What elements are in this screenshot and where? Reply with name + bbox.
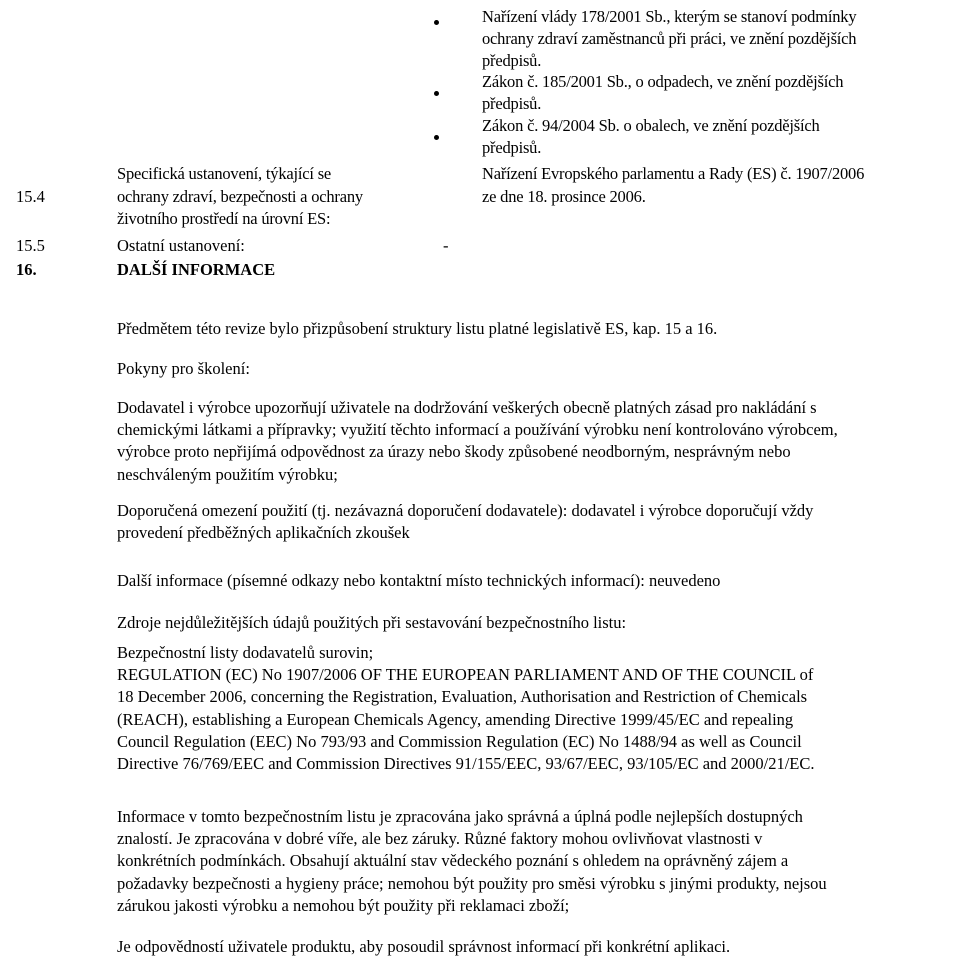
section-label: Ostatní ustanovení:: [117, 236, 245, 255]
paragraph-line: Bezpečnostní listy dodavatelů surovin;: [117, 643, 374, 662]
paragraph-line: Directive 76/769/EEC and Commission Directives 91/155/EEC, 93/67/EEC, 93/105/EC and 2000/21/EC.: [117, 754, 815, 774]
paragraph-line: konkrétních podmínkách. Obsahují aktuální stav vědeckého poznání s ohledem na oprávněný zájem a: [117, 851, 789, 871]
revision-note: [117, 318, 943, 340]
section-label-line: Specifická ustanovení, týkající se: [117, 164, 332, 183]
section-value: -: [443, 236, 449, 255]
paragraph-line: neschváleným použitím výrobku;: [117, 464, 338, 484]
training-heading: [117, 358, 943, 380]
list-item-line: ochrany zdraví zaměstnanců při práci, ve znění pozdějších: [482, 29, 857, 48]
disclaimer-paragraph: [117, 806, 943, 917]
paragraph-line: provedení předběžných aplikačních zkoušek: [117, 523, 410, 543]
list-item-line: Zákon č. 185/2001 Sb., o odpadech, ve znění pozdějších: [482, 72, 844, 91]
section-value-line: Nařízení Evropského parlamentu a Rady (ES) č. 1907/2006: [482, 164, 865, 183]
section-title: DALŠÍ INFORMACE: [117, 260, 276, 279]
bullet-icon: [434, 20, 439, 25]
paragraph-line: Další informace (písemné odkazy nebo kontaktní místo technických informací): neuvedeno: [117, 571, 721, 590]
paragraph-line: chemickými látkami a přípravky; využití těchto informací a používání výrobku není kontrolováno výrobcem,: [117, 420, 838, 440]
paragraph-line: Je odpovědností uživatele produktu, aby posoudil správnost informací při konkrétní aplikaci.: [117, 937, 731, 956]
paragraph-line: znalostí. Je zpracována v dobré víře, ale bez záruky. Různé faktory mohou ovlivňovat vlastnosti v: [117, 829, 763, 849]
paragraph-line: požadavky bezpečnosti a hygieny práce; nemohou být použity pro směsi výrobku s jinými produkty, nejsou: [117, 873, 827, 893]
responsibility-note: [117, 936, 943, 958]
bullet-icon: [434, 91, 439, 96]
section-label-line: životního prostředí na úrovní ES:: [117, 209, 331, 228]
bullet-icon: [434, 135, 439, 140]
paragraph-line: (REACH), establishing a European Chemicals Agency, amending Directive 1999/45/EC and repealing: [117, 709, 794, 729]
paragraph-line: Dodavatel i výrobce upozorňují uživatele na dodržování veškerých obecně platných zásad pro nakládání s: [117, 398, 817, 417]
paragraph-line: Zdroje nejdůležitějších údajů použitých při sestavování bezpečnostního listu:: [117, 613, 627, 632]
paragraph-line: Pokyny pro školení:: [117, 359, 250, 378]
section-label-line: ochrany zdraví, bezpečnosti a ochrany: [117, 187, 363, 206]
list-item-line: Nařízení vlády 178/2001 Sb., kterým se stanoví podmínky: [482, 7, 857, 26]
paragraph-line: Council Regulation (EEC) No 793/93 and Commission Regulation (EC) No 1488/94 as well as Council: [117, 731, 802, 751]
list-item-line: předpisů.: [482, 138, 542, 157]
section-number: 15.4: [16, 187, 45, 206]
paragraph-line: 18 December 2006, concerning the Registration, Evaluation, Authorisation and Restriction of Chemicals: [117, 687, 808, 707]
section-number: 15.5: [16, 236, 45, 255]
paragraph-line: Doporučená omezení použití (tj. nezávazná doporučení dodavatele): dodavatel i výrobce doporučují vždy: [117, 501, 814, 520]
paragraph-line: Informace v tomto bezpečnostním listu je zpracována jako správná a úplná podle nejlepších dostupných: [117, 807, 803, 826]
section-value-line: ze dne 18. prosince 2006.: [482, 187, 646, 206]
paragraph-line: zárukou jakosti výrobku a nemohou být použity při reklamaci zboží;: [117, 895, 570, 915]
paragraph-line: výrobce proto nepřijímá odpovědnost za úrazy nebo škody způsobené neodborným, nesprávným nebo: [117, 442, 791, 462]
sources-heading: [117, 612, 943, 634]
paragraph-line: Předmětem této revize bylo přizpůsobení struktury listu platné legislativě ES, kap. 15 a 16.: [117, 319, 718, 338]
paragraph-line: REGULATION (EC) No 1907/2006 OF THE EUROPEAN PARLIAMENT AND OF THE COUNCIL of: [117, 665, 814, 685]
recommended-use-paragraph: [117, 500, 943, 544]
list-item-line: předpisů.: [482, 51, 542, 70]
sources-paragraph: [117, 642, 943, 775]
warning-paragraph: [117, 397, 943, 486]
section-number: 16.: [16, 260, 37, 279]
list-item-line: předpisů.: [482, 94, 542, 113]
further-info: [117, 570, 943, 592]
list-item-line: Zákon č. 94/2004 Sb. o obalech, ve znění pozdějších: [482, 116, 820, 135]
